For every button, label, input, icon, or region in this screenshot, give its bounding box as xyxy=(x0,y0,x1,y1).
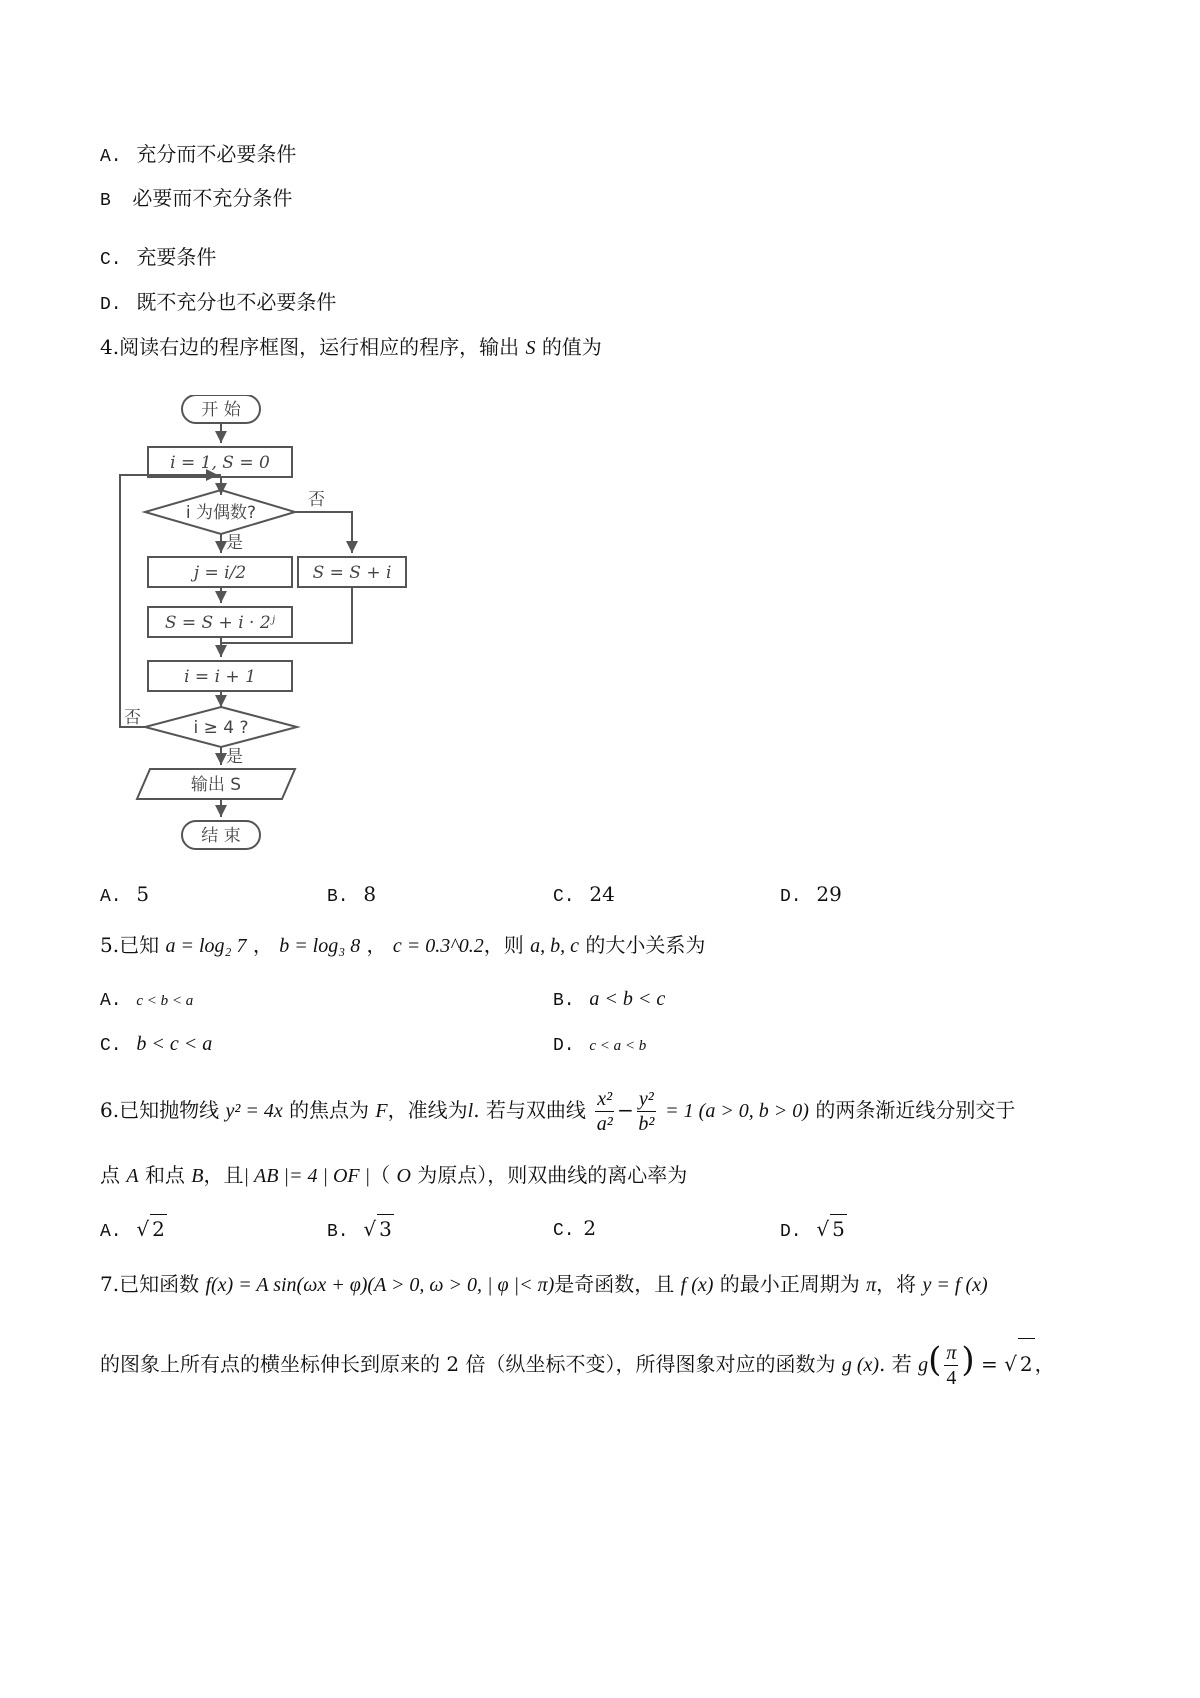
option-label: C. xyxy=(100,1036,122,1056)
option-label: C. xyxy=(553,887,575,907)
point-a: A xyxy=(126,1165,139,1187)
flow-no1-text: 否 xyxy=(308,490,325,510)
q4-option-c xyxy=(553,880,615,911)
stem-text: 点 xyxy=(100,1163,120,1187)
option-value: 3 xyxy=(377,1214,394,1243)
flow-j-text: j = i/2 xyxy=(193,563,247,583)
y-equals-f: y = f (x) xyxy=(922,1274,988,1296)
flow-incr-text: i = i + 1 xyxy=(184,667,256,687)
stem-text-mid: ，则 xyxy=(483,933,524,957)
option-label: B. xyxy=(327,887,349,907)
option-label: C. xyxy=(100,250,122,270)
point-b: B xyxy=(191,1165,204,1187)
stem-text: 的最小正周期为 xyxy=(719,1272,860,1296)
stem-text: 是奇函数，且 xyxy=(554,1272,675,1296)
stem-text: . 若与双曲线 xyxy=(473,1098,586,1122)
option-text: 充分而不必要条件 xyxy=(136,142,297,166)
q5-option-c xyxy=(100,1029,212,1060)
option-value: 8 xyxy=(363,882,377,906)
stem-text: （ xyxy=(370,1163,391,1187)
sqrt-two: 2 xyxy=(1018,1338,1035,1389)
option-value: 2 xyxy=(583,1216,597,1240)
stem-text: 已知函数 xyxy=(119,1272,200,1296)
option-value: a < b < c xyxy=(589,988,666,1010)
q3-option-d xyxy=(100,288,336,319)
flow-cond1-text: i 为偶数? xyxy=(185,503,257,523)
q4-stem xyxy=(100,333,602,362)
option-label: B. xyxy=(553,991,575,1011)
hyperbola-y-term: $\frac{\text{y²}}{\text{b²}}$ xyxy=(638,1088,655,1135)
hyperbola-x-term: $\frac{\text{x²}}{\text{a²}}$ xyxy=(596,1088,613,1135)
stem-text: ，且 xyxy=(203,1163,244,1187)
b-expression: b = log₃ 8 xyxy=(279,935,361,957)
question-number: 5. xyxy=(100,933,120,957)
option-value: 29 xyxy=(816,882,842,906)
stem-text-end: 的两条渐近线分别交于 xyxy=(815,1098,1016,1122)
option-value: c < b < a xyxy=(136,993,194,1009)
pi-over-four: $\frac{\pi}{4}$ xyxy=(946,1342,957,1389)
option-value: 2 xyxy=(150,1214,167,1243)
option-label: D. xyxy=(780,887,802,907)
option-text: 既不充分也不必要条件 xyxy=(136,290,337,314)
q6-option-a: A. √ 2 xyxy=(100,1214,167,1246)
q6-option-d: D. √ 5 xyxy=(780,1214,847,1246)
trailing-comma: ， xyxy=(1034,1352,1055,1376)
option-value: 5 xyxy=(830,1214,847,1243)
f-of-x: f (x) xyxy=(680,1274,714,1296)
q7-stem-line2: 的图象上所有点的横坐标伸长到原来的 2 倍（纵坐标不变），所得图象对应的函数为 g (x). 若 g( $\frac{\pi}{4}$ ) = √ 2 ， xyxy=(100,1340,1055,1389)
stem-text: 阅读右边的程序框图，运行相应的程序，输出 xyxy=(119,335,520,359)
option-value: c < a < b xyxy=(589,1038,647,1054)
stem-text: 和点 xyxy=(144,1163,185,1187)
stem-text: 已知 xyxy=(119,933,160,957)
a-expression: a = log₂ 7 xyxy=(165,935,247,957)
question-number: 4. xyxy=(100,335,120,359)
option-text: 充要条件 xyxy=(136,245,217,269)
option-label: C. xyxy=(553,1221,575,1241)
option-value: 24 xyxy=(589,882,615,906)
option-label: B. xyxy=(327,1222,349,1242)
option-text: 必要而不充分条件 xyxy=(132,186,293,210)
q3-option-a xyxy=(100,140,296,171)
option-label: D. xyxy=(553,1036,575,1056)
stem-text: ，准线为 xyxy=(387,1098,468,1122)
option-value: 5 xyxy=(136,882,150,906)
flow-start-text: 开 始 xyxy=(201,400,241,420)
q5-option-d xyxy=(553,1029,646,1060)
stem-text: 的焦点为 xyxy=(289,1098,370,1122)
option-label: A. xyxy=(100,147,122,167)
option-label: B xyxy=(100,191,111,211)
stem-text-end: 的大小关系为 xyxy=(585,933,706,957)
option-label: A. xyxy=(100,887,122,907)
q6-stem-line2 xyxy=(100,1161,687,1190)
focus-f: F xyxy=(375,1100,388,1122)
stem-text: 已知抛物线 xyxy=(119,1098,220,1122)
flow-yes2-text: 是 xyxy=(226,747,243,767)
pi-symbol: π xyxy=(866,1274,877,1296)
flow-cond2-text: i ≥ 4 ? xyxy=(193,718,249,738)
flow-s-odd-text: S = S + i xyxy=(312,563,392,583)
stem-text-end: 的值为 xyxy=(541,335,602,359)
equals-sign: = xyxy=(981,1352,1005,1376)
option-label: A. xyxy=(100,1222,122,1242)
abs-expression: | AB |= 4 | OF | xyxy=(243,1165,371,1187)
function-condition: (A > 0, ω > 0, | φ |< π) xyxy=(367,1274,555,1296)
q5-option-b xyxy=(553,984,665,1015)
q7-stem-line1 xyxy=(100,1270,988,1299)
q6-stem-line1: 6.已知抛物线 y² = 4x 的焦点为 F，准线为l. 若与双曲线 $\frac{\text{x²}}{\text{a²}}$ − $\frac{\text{y²}}{\text{b²}}$ = 1 (a > 0, b > 0) 的两条渐近线分别交于 xyxy=(100,1088,1016,1135)
stem-variable: S xyxy=(525,337,536,359)
flow-output-text: 输出 S xyxy=(190,775,242,795)
flow-end-text: 结 束 xyxy=(201,826,241,846)
flow-s-even-text: S = S + i · 2ʲ xyxy=(164,613,276,633)
q6-option-c xyxy=(553,1214,596,1245)
q5-stem: 5.已知 a = log₂ 7 ， b = log₃ 8 ， c = 0.3^0.2，则 a, b, c 的大小关系为 xyxy=(100,933,706,957)
flow-no2-text: 否 xyxy=(124,708,141,728)
q5-option-a xyxy=(100,984,193,1015)
option-value: b < c < a xyxy=(136,1033,213,1055)
flow-yes1-text: 是 xyxy=(226,533,243,553)
stem-text: ，将 xyxy=(876,1272,917,1296)
program-flowchart xyxy=(110,395,430,875)
flow-init-text: i = 1, S = 0 xyxy=(170,453,270,473)
option-label: D. xyxy=(780,1222,802,1242)
question-number: 6. xyxy=(100,1098,120,1122)
hyperbola-condition: = 1 (a > 0, b > 0) xyxy=(665,1100,809,1122)
directrix-l: l xyxy=(467,1100,474,1122)
option-label: A. xyxy=(100,991,122,1011)
stem-text-end: 为原点），则双曲线的离心率为 xyxy=(417,1163,688,1187)
variables: a, b, c xyxy=(530,935,579,957)
g-of-x: g (x) xyxy=(841,1354,880,1376)
c-expression: c = 0.3^0.2 xyxy=(392,935,484,957)
option-label: D. xyxy=(100,295,122,315)
q4-option-a xyxy=(100,880,149,911)
stem-text: 的图象上所有点的横坐标伸长到原来的 2 倍（纵坐标不变），所得图象对应的函数为 xyxy=(100,1352,836,1376)
stem-text: . 若 xyxy=(879,1352,912,1376)
q4-option-b xyxy=(327,880,376,911)
function-definition: f(x) = A sin(ωx + φ) xyxy=(205,1274,368,1296)
q3-option-b xyxy=(100,184,292,215)
q6-option-b: B. √ 3 xyxy=(327,1214,394,1246)
g-function: g xyxy=(918,1354,929,1376)
origin-o: O xyxy=(396,1165,411,1187)
parabola-equation: y² = 4x xyxy=(225,1100,283,1122)
q3-option-c xyxy=(100,243,216,274)
question-number: 7. xyxy=(100,1272,120,1296)
q4-option-d xyxy=(780,880,842,911)
